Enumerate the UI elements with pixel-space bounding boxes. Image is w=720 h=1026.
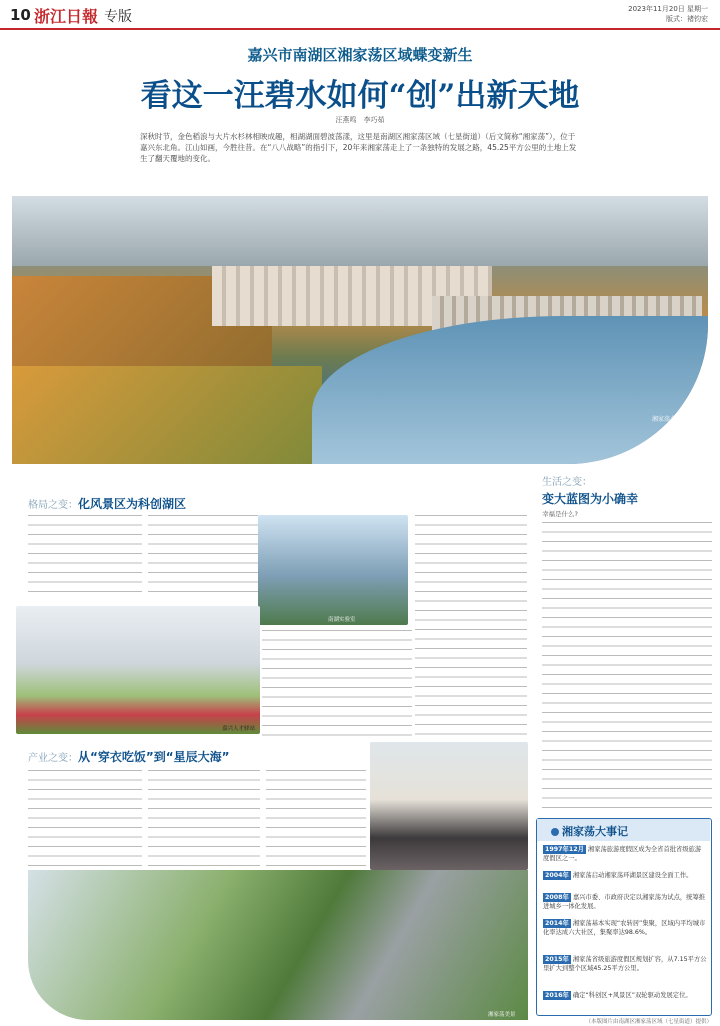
body-text-block <box>28 515 142 595</box>
milestone-item <box>543 955 707 973</box>
milestone-text: 确定“科创区+风景区”双轮驱动发展定位。 <box>572 992 692 999</box>
milestone-year: 2016年 <box>545 992 569 999</box>
road-photo <box>28 870 528 1020</box>
milestone-year: 2008年 <box>545 894 569 901</box>
body-text-block <box>415 515 527 745</box>
article-subtitle: 嘉兴市南湖区湘家荡区域蝶变新生 <box>247 46 473 64</box>
milestone-text: 湘家荡省级旅游度假区规划扩容，从7.15平方公里扩大到整个区域45.25平方公里。 <box>543 956 707 972</box>
gate-photo <box>370 742 528 870</box>
milestone-year: 2014年 <box>545 920 569 927</box>
milestone-item <box>543 893 707 911</box>
section-label: 专版 <box>104 9 132 25</box>
photo-caption: 湘家荡全景 <box>651 416 682 423</box>
milestone-text: 湘家荡基本实现“农转居”集聚，区域内平均城市化率达成六大社区，集聚率达98.6%。 <box>543 920 706 936</box>
milestone-year: 2015年 <box>545 956 569 963</box>
pavilion-caption: 嘉兴人才驿站 <box>222 726 256 732</box>
section-heading-industry <box>28 748 230 765</box>
milestone-item <box>543 871 707 880</box>
byline: 汪燕鸣 李巧茹 <box>335 116 385 124</box>
layout-editor: 版式：褚钧宏 <box>666 15 708 23</box>
milestones-title <box>537 819 710 841</box>
body-text-block <box>542 522 712 812</box>
photo-lake <box>312 316 708 464</box>
body-text-block <box>148 770 260 870</box>
milestones-title-text: 湘家荡大事记 <box>562 825 628 838</box>
section-key: 生活之变： <box>542 477 592 488</box>
milestone-item <box>543 845 707 863</box>
section-heading-layout <box>28 495 186 512</box>
issue-info <box>628 4 708 24</box>
pavilion-photo <box>16 606 260 734</box>
milestone-text: 嘉兴市委、市政府决定以湘家荡为试点，统筹推进城乡一体化发展。 <box>543 894 706 910</box>
body-text-block <box>148 515 258 595</box>
road-caption: 湘家荡美景 <box>488 1012 516 1018</box>
section-title: 化风景区为科创湖区 <box>78 497 187 511</box>
article-headline: 看这一汪碧水如何“创”出新天地 <box>140 78 580 114</box>
milestone-text: 湘家荡旅游度假区成为全省首批省级旅游度假区之一。 <box>543 846 702 862</box>
body-text-block <box>262 630 412 736</box>
body-text-block <box>266 770 366 870</box>
milestone-year: 1997年12月 <box>545 846 584 853</box>
section-key: 产业之变： <box>28 753 78 764</box>
newspaper-logo: 浙江日報 <box>34 7 99 26</box>
section-title: 变大蓝图为小确幸 <box>542 492 639 506</box>
milestone-year: 2004年 <box>545 872 569 879</box>
milestone-text: 湘家荡启动湘家荡环湖景区建设全面工作。 <box>572 872 693 879</box>
bullet-icon <box>551 828 559 836</box>
campus-photo <box>258 515 408 625</box>
section-title: 从“穿衣吃饭”到“星辰大海” <box>78 750 230 764</box>
milestone-item <box>543 919 707 937</box>
photo-wetland <box>12 366 322 464</box>
section-intro: 幸福是什么? <box>542 510 578 518</box>
photo-skyline <box>12 196 708 266</box>
body-text-block <box>28 770 142 870</box>
issue-date: 2023年11月20日 星期一 <box>628 5 708 13</box>
section-heading-life <box>542 474 638 508</box>
aerial-photo <box>12 196 708 464</box>
milestones-box <box>536 818 712 1016</box>
lead-paragraph: 深秋时节，金色稻浪与大片水杉林相映成趣，相湖湖面碧波荡漾，这里是南湖区湘家荡区域（七星街道）（后文简称“湘家荡”），位于嘉兴东北角。江山如画，今胜往昔。在“八八战略”的指引下，20年来湘家荡走上了一条独特的发展之路，45.25平方公里的土地上发生了翻天覆地的变化。 <box>140 132 577 163</box>
milestone-item <box>543 991 707 1000</box>
photo-source-note: （本版图片由南湖区湘家荡区域（七星街道）提供） <box>585 1019 712 1025</box>
campus-caption: 南湖实验室 <box>328 617 356 623</box>
page-number: 10 <box>10 6 31 24</box>
section-key: 格局之变： <box>28 500 78 511</box>
